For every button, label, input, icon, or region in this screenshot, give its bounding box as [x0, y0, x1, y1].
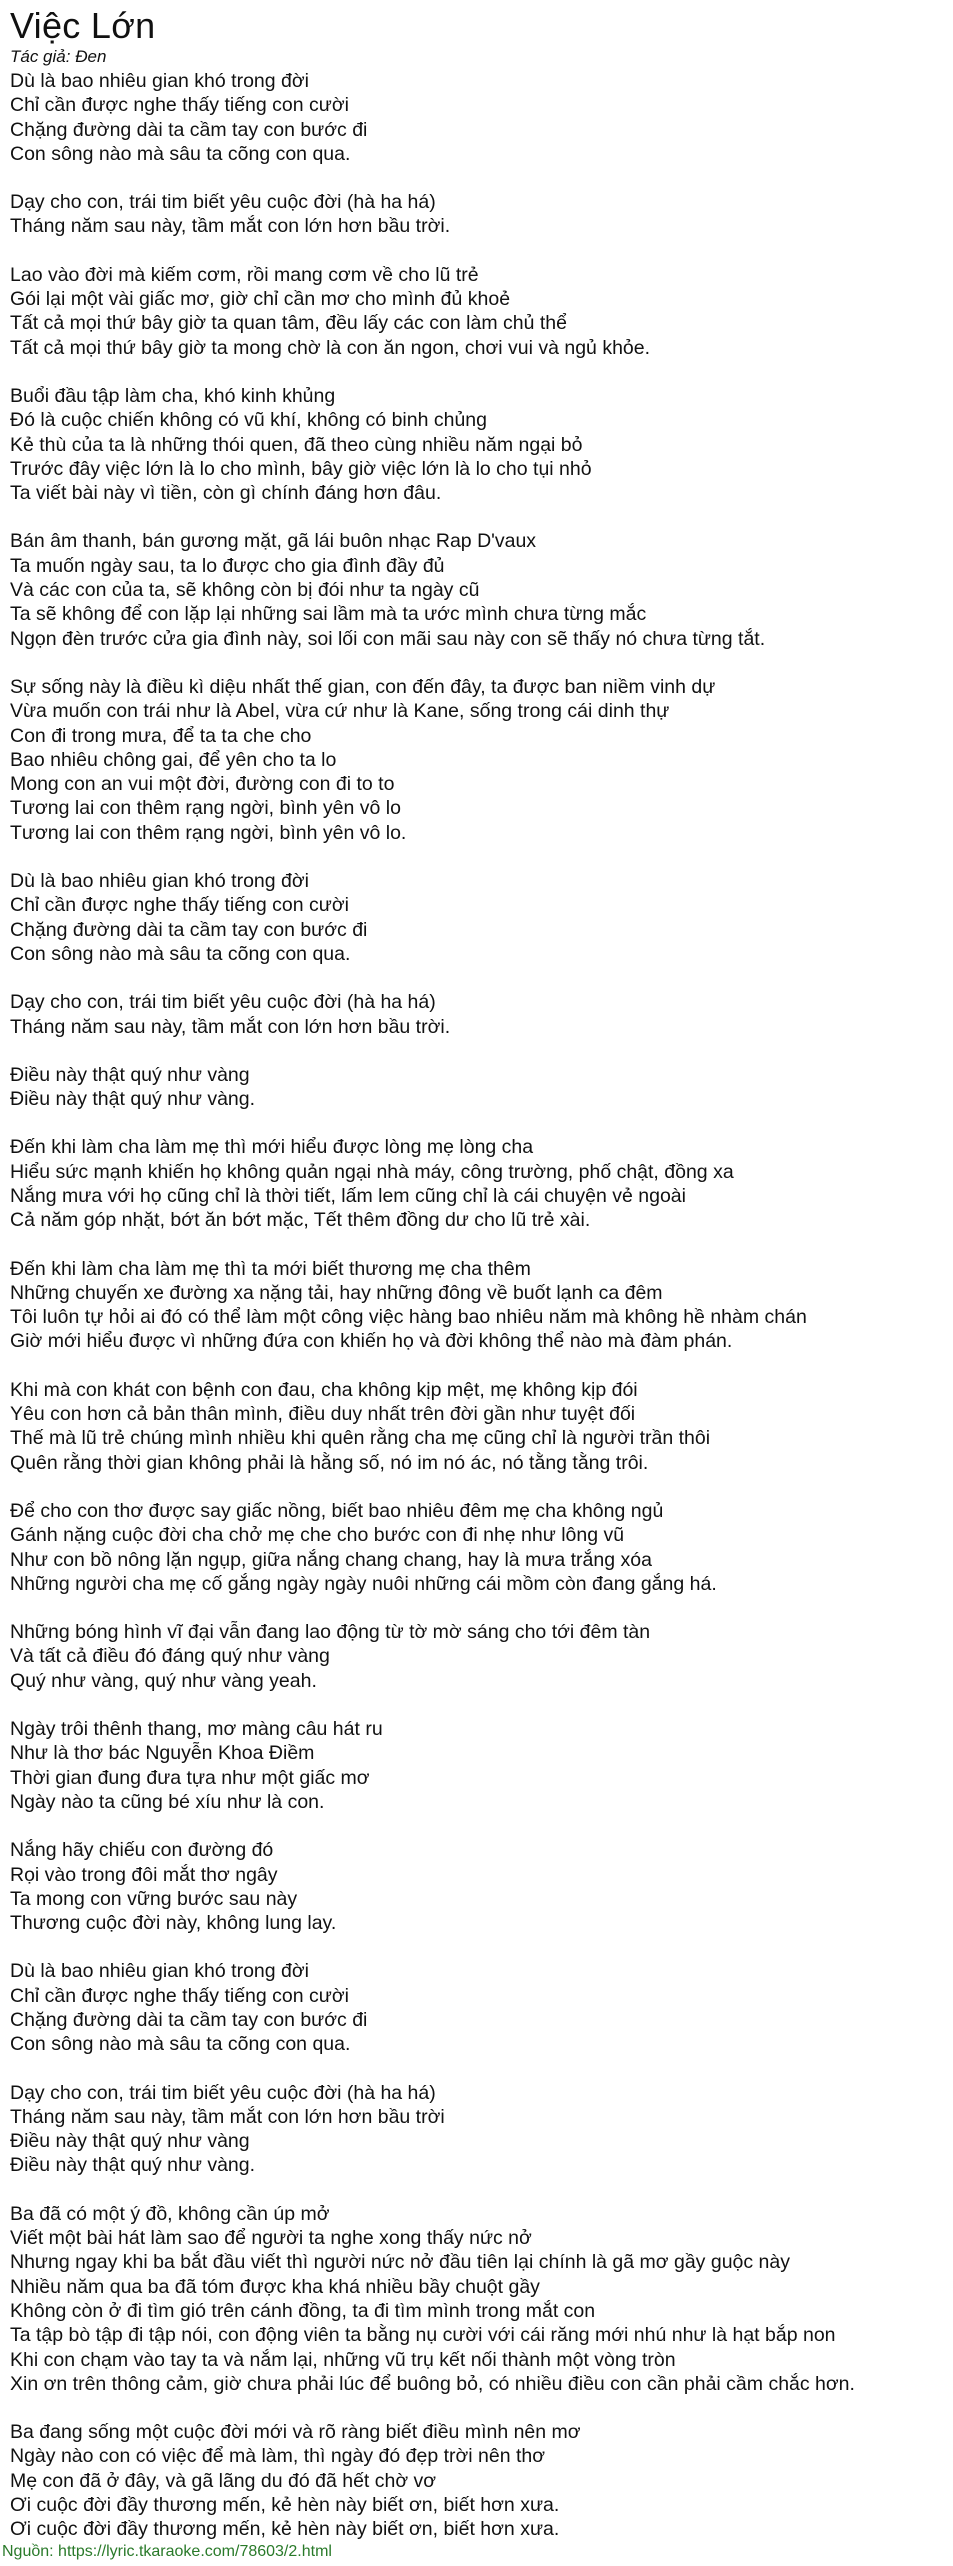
- lyric-line: Ta sẽ không để con lặp lại những sai lầm mà ta ước mình chưa từng mắc: [10, 603, 647, 626]
- lyric-line: Và tất cả điều đó đáng quý như vàng: [10, 1645, 330, 1668]
- lyric-line: Ba đang sống một cuộc đời mới và rõ ràng biết điều mình nên mơ: [10, 2421, 581, 2444]
- lyric-line: Không còn ở đi tìm gió trên cánh đồng, ta đi tìm mình trong mắt con: [10, 2299, 596, 2322]
- lyric-line: Vừa muốn con trái như là Abel, vừa cứ như là Kane, sống trong cái dinh thự: [10, 700, 670, 723]
- lyric-line: Những bóng hình vĩ đại vẫn đang lao động từ tờ mờ sáng cho tới đêm tàn: [10, 1621, 651, 1644]
- author-name: Đen: [75, 47, 107, 66]
- stanza: [10, 1257, 943, 1354]
- lyric-line: Tương lai con thêm rạng ngời, bình yên vô lo.: [10, 821, 407, 844]
- lyric-line: Dù là bao nhiêu gian khó trong đời: [10, 870, 309, 893]
- lyric-line: Lao vào đời mà kiếm cơm, rồi mang cơm về cho lũ trẻ: [10, 263, 479, 286]
- lyric-line: Chỉ cần được nghe thấy tiếng con cười: [10, 94, 349, 117]
- lyric-line: Giờ mới hiểu được vì những đứa con khiến họ và đời không thể nào mà đàm phán.: [10, 1330, 733, 1353]
- lyric-line: Nắng hãy chiếu con đường đó: [10, 1839, 274, 1862]
- stanza: [10, 1838, 943, 1935]
- lyric-line: Những chuyến xe đường xa nặng tải, hay những đông về buốt lạnh ca đêm: [10, 1281, 663, 1304]
- lyric-line: Quên rằng thời gian không phải là hằng số, nó im nó ác, nó tằng tằng trôi.: [10, 1451, 649, 1474]
- stanza: [10, 1717, 943, 1814]
- source-label: Nguồn:: [2, 2543, 54, 2560]
- lyric-line: Viết một bài hát làm sao để người ta nghe xong thấy nức nở: [10, 2227, 532, 2250]
- lyric-line: Như là thơ bác Nguyễn Khoa Điềm: [10, 1742, 315, 1765]
- stanza: [10, 384, 943, 505]
- lyric-line: Tất cả mọi thứ bây giờ ta quan tâm, đều lấy các con làm chủ thể: [10, 312, 567, 335]
- stanza: [10, 1499, 943, 1596]
- lyric-line: Chặng đường dài ta cầm tay con bước đi: [10, 118, 368, 141]
- lyric-line: Con đi trong mưa, để ta ta che cho: [10, 724, 312, 747]
- lyric-line: Điều này thật quý như vàng.: [10, 1088, 256, 1111]
- lyric-line: Con sông nào mà sâu ta cõng con qua.: [10, 942, 351, 965]
- lyric-line: Điều này thật quý như vàng.: [10, 2154, 256, 2177]
- lyric-line: Ta tập bò tập đi tập nói, con động viên ta bằng nụ cười với cái răng mới nhú như là hạt bắp non: [10, 2324, 836, 2347]
- lyric-line: Ta muốn ngày sau, ta lo được cho gia đình đầy đủ: [10, 554, 445, 577]
- lyric-line: Mẹ con đã ở đây, và gã lãng du đó đã hết chờ vơ: [10, 2469, 437, 2492]
- lyric-line: Khi mà con khát con bệnh con đau, cha không kịp mệt, mẹ không kịp đói: [10, 1378, 638, 1401]
- lyric-line: Gánh nặng cuộc đời cha chở mẹ che cho bước con đi nhẹ như lông vũ: [10, 1524, 625, 1547]
- lyric-line: Đến khi làm cha làm mẹ thì ta mới biết thương mẹ cha thêm: [10, 1257, 531, 1280]
- lyric-line: Yêu con hơn cả bản thân mình, điều duy nhất trên đời gần như tuyệt đối: [10, 1403, 636, 1426]
- lyric-line: Chỉ cần được nghe thấy tiếng con cười: [10, 1984, 349, 2007]
- stanza: [10, 190, 943, 239]
- stanza: [10, 990, 943, 1039]
- lyric-line: Cả năm góp nhặt, bớt ăn bớt mặc, Tết thêm đồng dư cho lũ trẻ xài.: [10, 1209, 591, 1232]
- lyric-line: Những người cha mẹ cố gắng ngày ngày nuôi những cái mồm còn đang gắng há.: [10, 1572, 717, 1595]
- lyric-line: Để cho con thơ được say giấc nồng, biết bao nhiêu đêm mẹ cha không ngủ: [10, 1499, 664, 1522]
- lyric-line: Nắng mưa với họ cũng chỉ là thời tiết, lấm lem cũng chỉ là cái chuyện vẻ ngoài: [10, 1184, 686, 1207]
- stanza: [10, 69, 943, 166]
- stanza: [10, 869, 943, 966]
- lyric-line: Tương lai con thêm rạng ngời, bình yên vô lo: [10, 797, 401, 820]
- lyric-line: Dạy cho con, trái tim biết yêu cuộc đời (hà ha há): [10, 991, 436, 1014]
- lyric-line: Dù là bao nhiêu gian khó trong đời: [10, 1960, 309, 1983]
- lyric-line: Mong con an vui một đời, đường con đi to to: [10, 773, 395, 796]
- lyric-line: Bao nhiêu chông gai, để yên cho ta lo: [10, 748, 337, 771]
- stanza: [10, 1620, 943, 1693]
- lyric-line: Dù là bao nhiêu gian khó trong đời: [10, 70, 309, 92]
- lyric-line: Và các con của ta, sẽ không còn bị đói như ta ngày cũ: [10, 579, 480, 602]
- lyric-line: Quý như vàng, quý như vàng yeah.: [10, 1669, 317, 1692]
- lyric-line: Tháng năm sau này, tầm mắt con lớn hơn bầu trời.: [10, 215, 451, 238]
- lyric-line: Bán âm thanh, bán gương mặt, gã lái buôn nhạc Rap D'vaux: [10, 530, 537, 553]
- stanza: [10, 1959, 943, 2056]
- lyric-line: Thời gian đung đưa tựa như một giấc mơ: [10, 1766, 370, 1789]
- lyric-line: Ngày nào ta cũng bé xíu như là con.: [10, 1790, 325, 1813]
- lyric-line: Ta mong con vững bước sau này: [10, 1887, 298, 1910]
- lyric-line: Xin ơn trên thông cảm, giờ chưa phải lúc để buông bỏ, có nhiều điều con cần phải cầm chắc hơn.: [10, 2372, 855, 2395]
- lyric-line: Con sông nào mà sâu ta cõng con qua.: [10, 2033, 351, 2056]
- source-link[interactable]: https://lyric.tkaraoke.com/78603/2.html: [58, 2543, 332, 2560]
- lyric-line: Tôi luôn tự hỏi ai đó có thể làm một công việc hàng bao nhiêu năm mà không hề nhàm chán: [10, 1306, 807, 1329]
- lyric-line: Thế mà lũ trẻ chúng mình nhiều khi quên rằng cha mẹ cũng chỉ là người trần thôi: [10, 1427, 711, 1450]
- lyric-line: Chặng đường dài ta cầm tay con bước đi: [10, 2009, 368, 2031]
- stanza: [10, 2081, 943, 2178]
- lyric-line: Nhiều năm qua ba đã tóm được kha khá nhiều bầy chuột gầy: [10, 2275, 540, 2298]
- song-title: Việc Lớn: [10, 5, 156, 46]
- lyric-line: Chỉ cần được nghe thấy tiếng con cười: [10, 894, 349, 917]
- lyric-line: Đó là cuộc chiến không có vũ khí, không có binh chủng: [10, 409, 487, 432]
- lyric-line: Đến khi làm cha làm mẹ thì mới hiểu được lòng mẹ lòng cha: [10, 1136, 534, 1159]
- stanza: [10, 1378, 943, 1475]
- lyric-line: Nhưng ngay khi ba bắt đầu viết thì người nức nở đầu tiên lại chính là gã mơ gầy guộc này: [10, 2251, 790, 2274]
- lyric-line: Kẻ thù của ta là những thói quen, đã theo cùng nhiều năm ngại bỏ: [10, 433, 583, 456]
- lyric-line: Thương cuộc đời này, không lung lay.: [10, 1912, 337, 1935]
- lyric-line: Trước đây việc lớn là lo cho mình, bây giờ việc lớn là lo cho tụi nhỏ: [10, 457, 592, 480]
- stanza: [10, 1063, 943, 1112]
- lyric-line: Tất cả mọi thứ bây giờ ta mong chờ là con ăn ngon, chơi vui và ngủ khỏe.: [10, 336, 651, 359]
- lyric-line: Khi con chạm vào tay ta và nắm lại, những vũ trụ kết nối thành một vòng tròn: [10, 2348, 676, 2371]
- stanza: [10, 1135, 943, 1232]
- lyric-line: Dạy cho con, trái tim biết yêu cuộc đời (hà ha há): [10, 191, 436, 214]
- stanza: [10, 2420, 943, 2541]
- lyric-line: Buổi đầu tập làm cha, khó kinh khủng: [10, 384, 336, 407]
- lyric-line: Tháng năm sau này, tầm mắt con lớn hơn bầu trời: [10, 2105, 445, 2128]
- lyric-line: Tháng năm sau này, tầm mắt con lớn hơn bầu trời.: [10, 1015, 451, 1038]
- lyric-line: Ba đã có một ý đồ, không cần úp mở: [10, 2202, 330, 2225]
- stanza: [10, 675, 943, 845]
- author-label: Tác giả:: [10, 47, 71, 66]
- lyric-line: Ngày nào con có việc để mà làm, thì ngày đó đẹp trời nên thơ: [10, 2445, 546, 2468]
- lyric-line: Ơi cuộc đời đầy thương mến, kẻ hèn này biết ơn, biết hơn xưa.: [10, 2494, 560, 2517]
- source-credit: [2, 2542, 332, 2562]
- lyric-line: Dạy cho con, trái tim biết yêu cuộc đời (hà ha há): [10, 2081, 436, 2104]
- stanza: [10, 2202, 943, 2396]
- lyric-line: Con sông nào mà sâu ta cõng con qua.: [10, 142, 351, 165]
- lyric-line: Ơi cuộc đời đầy thương mến, kẻ hèn này biết ơn, biết hơn xưa.: [10, 2518, 560, 2541]
- lyric-line: Sự sống này là điều kì diệu nhất thế gian, con đến đây, ta được ban niềm vinh dự: [10, 675, 716, 698]
- lyrics-body: [10, 69, 943, 2542]
- lyric-line: Chặng đường dài ta cầm tay con bước đi: [10, 918, 368, 941]
- song-author: [10, 46, 943, 67]
- lyric-line: Điều này thật quý như vàng: [10, 1063, 250, 1086]
- lyric-line: Ngày trôi thênh thang, mơ màng câu hát ru: [10, 1718, 383, 1741]
- lyric-line: Điều này thật quý như vàng: [10, 2130, 250, 2153]
- lyric-line: Ta viết bài này vì tiền, còn gì chính đáng hơn đâu.: [10, 482, 442, 505]
- lyrics-page: [10, 6, 943, 2566]
- lyric-line: Rọi vào trong đôi mắt thơ ngây: [10, 1863, 278, 1886]
- stanza: [10, 529, 943, 650]
- lyric-line: Gói lại một vài giấc mơ, giờ chỉ cần mơ cho mình đủ khoẻ: [10, 288, 511, 311]
- lyric-line: Ngọn đèn trước cửa gia đình này, soi lối con mãi sau này con sẽ thấy nó chưa từng tắt.: [10, 627, 766, 650]
- lyric-line: Như con bồ nông lặn ngụp, giữa nắng chang chang, hay là mưa trắng xóa: [10, 1548, 652, 1571]
- stanza: [10, 263, 943, 360]
- lyric-line: Hiểu sức mạnh khiến họ không quản ngại nhà máy, công trường, phố chật, đồng xa: [10, 1160, 734, 1183]
